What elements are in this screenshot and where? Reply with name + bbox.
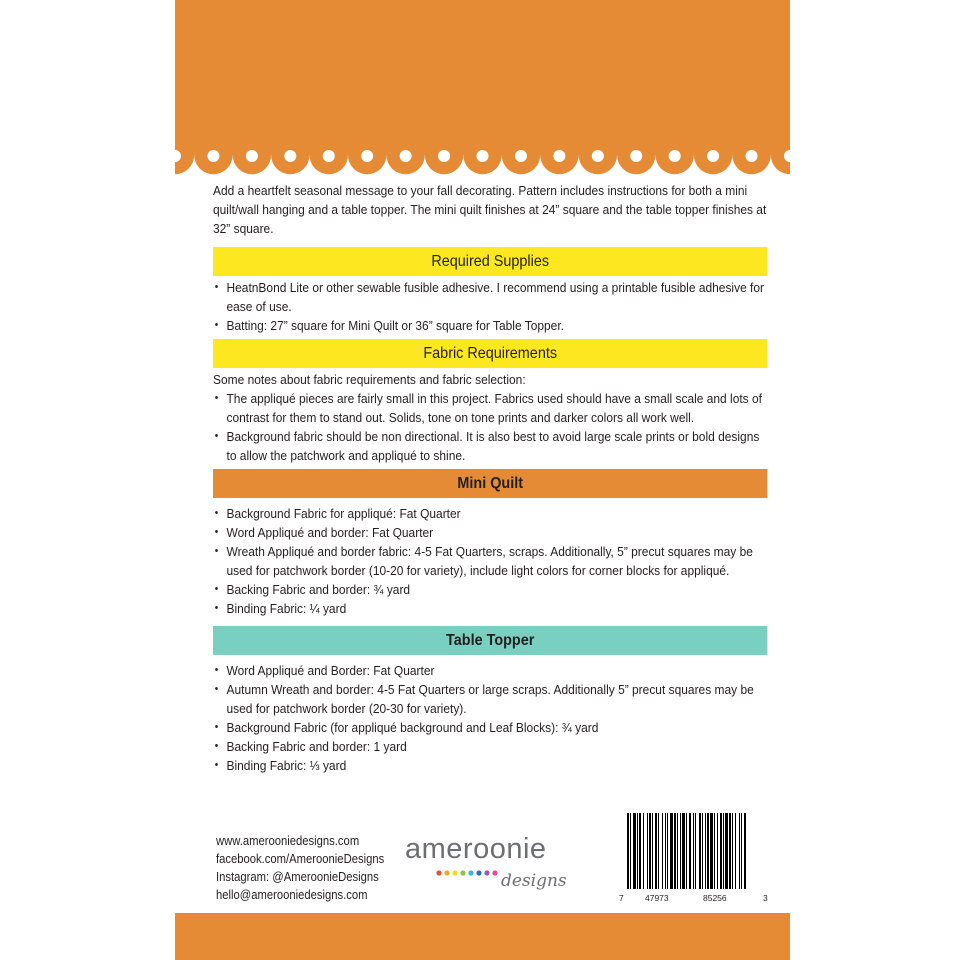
list-item: • Autumn Wreath and border: 4-5 Fat Quarters or large scraps. Additionally 5” precut squares may be used for patchwork border (20-30 for variety).	[213, 680, 767, 718]
list-item: • Background Fabric (for appliqué background and Leaf Blocks): ¾ yard	[213, 718, 767, 737]
barcode-group-1: 47973	[645, 893, 669, 903]
top-orange-band	[175, 0, 790, 145]
email-link[interactable]: hello@amerooniedesigns.com	[216, 888, 368, 902]
upc-barcode	[619, 813, 771, 906]
list-item: • Backing Fabric and border: ¾ yard	[213, 580, 767, 599]
pattern-description	[213, 181, 767, 775]
mini-quilt-header: Mini Quilt	[213, 469, 767, 498]
list-item: • Backing Fabric and border: 1 yard	[213, 737, 767, 756]
list-item: • Background fabric should be non directional. It is also best to avoid large scale prints or bold designs to allow the patchwork and appliqué to shine.	[213, 427, 767, 465]
list-item: • Word Appliqué and border: Fat Quarter	[213, 523, 767, 542]
facebook-link[interactable]: facebook.com/AmeroonieDesigns	[216, 852, 385, 866]
list-item: • Background Fabric for appliqué: Fat Quarter	[213, 504, 767, 523]
scalloped-border	[175, 145, 790, 179]
mini-quilt-list	[213, 504, 767, 618]
list-item: • The appliqué pieces are fairly small in this project. Fabrics used should have a small scale and lots of contrast for them to stand out. Solids, tone on tone prints and darker colors all work well.	[213, 389, 767, 427]
barcode-group-2: 85256	[703, 893, 727, 903]
logo-wordmark: ameroonie	[405, 833, 547, 865]
table-topper-header: Table Topper	[213, 626, 767, 655]
barcode-check-digit: 3	[763, 893, 768, 903]
list-item: • Binding Fabric: ¼ yard	[213, 599, 767, 618]
required-supplies-header: Required Supplies	[213, 247, 767, 276]
barcode-left-digit: 7	[619, 893, 624, 903]
ameroonie-logo	[405, 833, 575, 903]
list-item: • HeatnBond Lite or other sewable fusible adhesive. I recommend using a printable fusible adhesive for ease of use.	[213, 278, 767, 316]
list-item: • Wreath Appliqué and border fabric: 4-5 Fat Quarters, scraps. Additionally, 5” precut squares may be used for patchwork border (10-20 for variety), include light colors for corner blocks for appliqué.	[213, 542, 767, 580]
barcode-bars	[619, 813, 771, 893]
instagram-handle[interactable]: Instagram: @AmeroonieDesigns	[216, 870, 379, 884]
bottom-orange-band	[175, 913, 790, 960]
logo-subtitle: designs	[501, 871, 567, 891]
required-supplies-list	[213, 278, 767, 335]
contact-info	[216, 832, 384, 904]
fabric-note: Some notes about fabric requirements and fabric selection:	[213, 372, 526, 387]
fabric-requirements-list	[213, 389, 767, 465]
list-item: • Binding Fabric: ⅓ yard	[213, 756, 767, 775]
list-item: • Batting: 27” square for Mini Quilt or 36” square for Table Topper.	[213, 316, 767, 335]
intro-text: Add a heartfelt seasonal message to your fall decorating. Pattern includes instructions for both a mini quilt/wall hanging and a table topper. The mini quilt finishes at 24” square and the table topper finishes at 32” square.	[213, 183, 767, 236]
pattern-back-cover	[175, 0, 790, 960]
website-link[interactable]: www.amerooniedesigns.com	[216, 834, 360, 848]
list-item: • Word Appliqué and Border: Fat Quarter	[213, 661, 767, 680]
fabric-requirements-header: Fabric Requirements	[213, 339, 767, 368]
table-topper-list	[213, 661, 767, 775]
